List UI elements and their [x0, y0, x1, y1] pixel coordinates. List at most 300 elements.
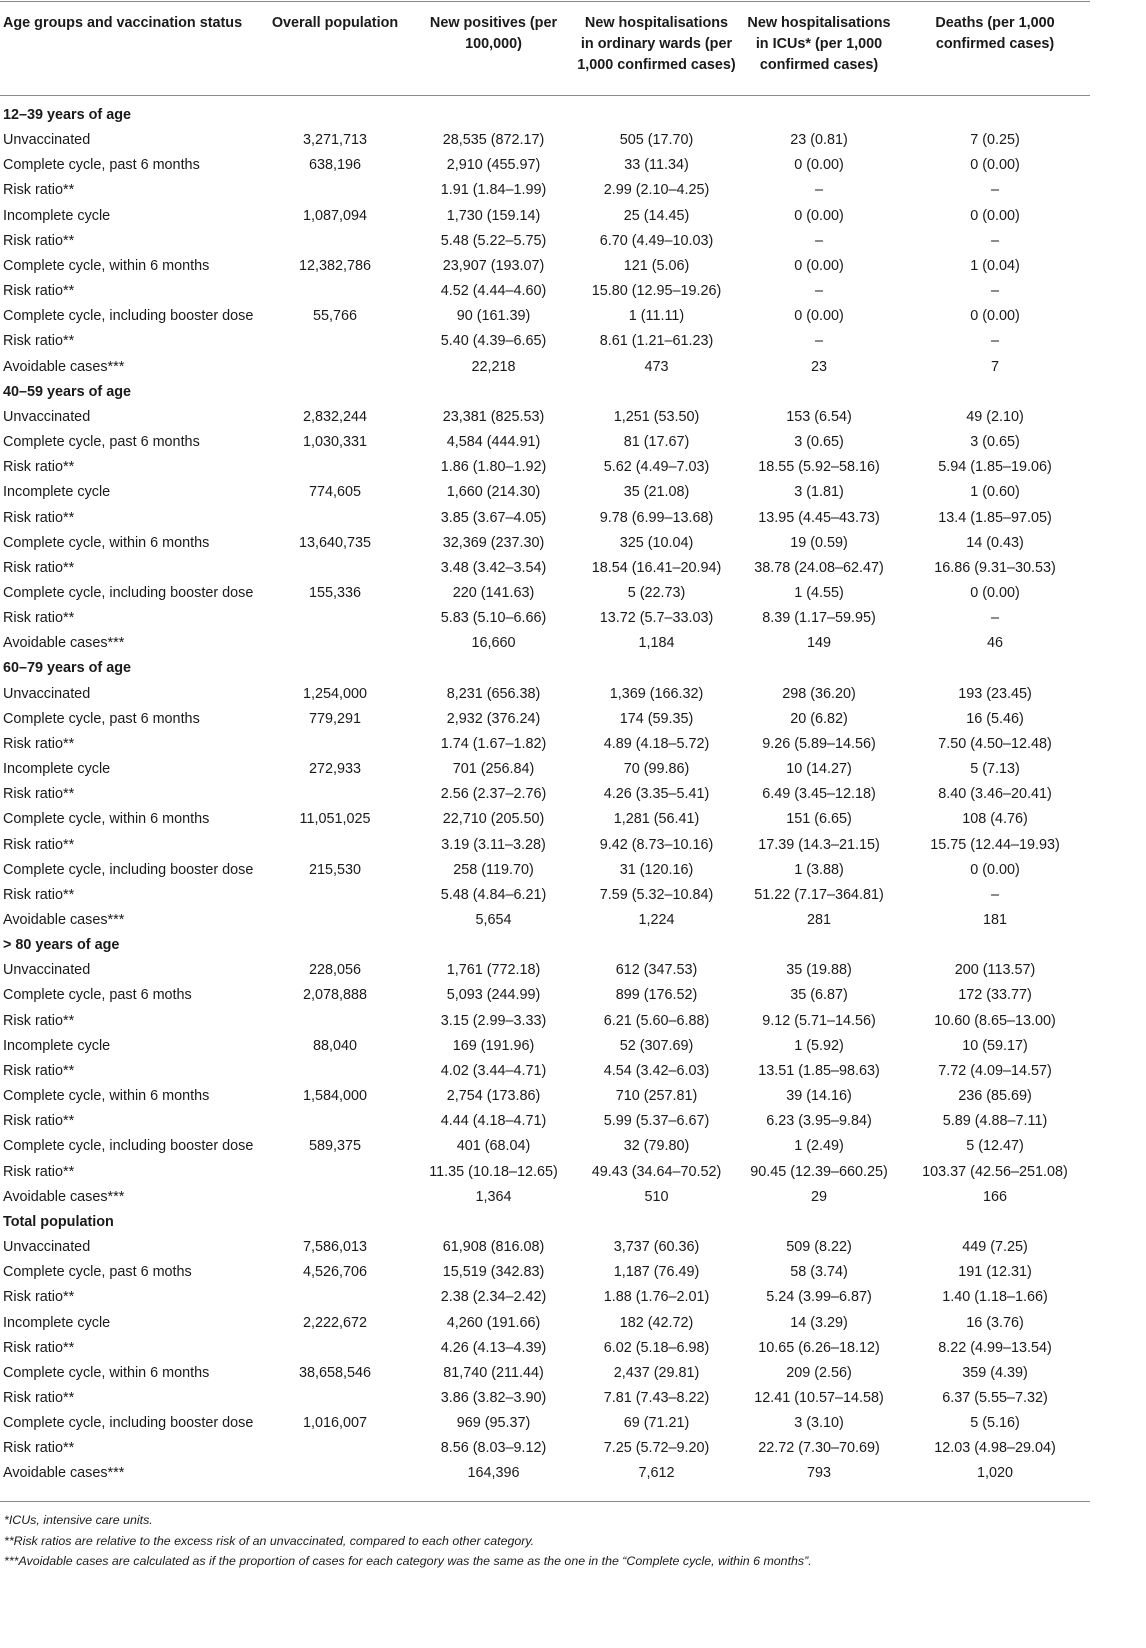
- table-row: [0, 581, 1090, 606]
- cell-deaths: 0 (0.00): [970, 861, 1020, 878]
- cell-status: Risk ratio**: [3, 610, 75, 627]
- cell-ordinary-wards: 8.61 (1.21–61.23): [599, 333, 714, 350]
- table-row: [0, 1386, 1090, 1411]
- table-row: [0, 757, 1090, 782]
- cell-status: Complete cycle, within 6 months: [3, 257, 210, 274]
- table-body: [0, 95, 1090, 1487]
- cell-deaths: 7.72 (4.09–14.57): [938, 1062, 1052, 1079]
- cell-status: Risk ratio**: [3, 735, 75, 752]
- cell-new-positives: 3.85 (3.67–4.05): [440, 509, 547, 526]
- cell-status: Unvaccinated: [3, 132, 91, 149]
- cell-icus: 3 (0.65): [794, 434, 844, 451]
- cell-deaths: 10.60 (8.65–13.00): [934, 1012, 1056, 1029]
- cell-ordinary-wards: 31 (120.16): [619, 861, 694, 878]
- cell-new-positives: 164,396: [467, 1465, 520, 1482]
- footnotes: [4, 1510, 1094, 1572]
- cell-new-positives: 4,260 (191.66): [446, 1314, 541, 1331]
- cell-icus: 0 (0.00): [794, 157, 844, 174]
- cell-icus: 3 (1.81): [794, 484, 844, 501]
- cell-icus: 6.49 (3.45–12.18): [762, 786, 876, 803]
- cell-new-positives: 169 (191.96): [452, 1037, 535, 1054]
- cell-deaths: 172 (33.77): [958, 987, 1032, 1004]
- cell-icus: 9.12 (5.71–14.56): [762, 1012, 876, 1029]
- cell-icus: 8.39 (1.17–59.95): [762, 610, 876, 627]
- cell-ordinary-wards: 6.70 (4.49–10.03): [599, 232, 714, 249]
- table-header: [0, 4, 1090, 95]
- cell-new-positives: 23,381 (825.53): [442, 408, 545, 425]
- cell-ordinary-wards: 7,612: [638, 1465, 675, 1482]
- cell-new-positives: 2,932 (376.24): [446, 710, 541, 727]
- table-row: [0, 958, 1090, 983]
- cell-overall-population: [258, 279, 412, 304]
- table-row: [0, 1235, 1090, 1260]
- cell-deaths: 0 (0.00): [970, 308, 1020, 325]
- cell-new-positives: 3.15 (2.99–3.33): [440, 1012, 547, 1029]
- cell-status: Complete cycle, including booster dose: [3, 1415, 254, 1432]
- cell-new-positives: 4,584 (444.91): [446, 434, 541, 451]
- cell-deaths: 8.22 (4.99–13.54): [938, 1339, 1052, 1356]
- header-ordinary-wards: New hospitalisations in ordinary wards (per 1,000 confirmed cases): [577, 15, 736, 73]
- cell-ordinary-wards: 9.78 (6.99–13.68): [599, 509, 714, 526]
- top-rule: [0, 1, 1090, 2]
- cell-status: Incomplete cycle: [3, 207, 111, 224]
- table-row: [0, 1185, 1090, 1210]
- cell-ordinary-wards: 69 (71.21): [623, 1415, 690, 1432]
- cell-overall-population: [258, 631, 412, 656]
- cell-new-positives: 1.86 (1.80–1.92): [440, 459, 547, 476]
- cell-deaths: 10 (59.17): [962, 1037, 1028, 1054]
- cell-icus: 22.72 (7.30–70.69): [758, 1440, 880, 1457]
- table-row: [0, 1160, 1090, 1185]
- cell-ordinary-wards: 612 (347.53): [615, 962, 698, 979]
- cell-new-positives: 61,908 (816.08): [442, 1239, 545, 1256]
- table-row: [0, 1034, 1090, 1059]
- table-row: [0, 556, 1090, 581]
- table-row: [0, 682, 1090, 707]
- cell-deaths: 166: [982, 1188, 1007, 1205]
- cell-overall-population: 2,832,244: [302, 408, 368, 425]
- table-row: [0, 732, 1090, 757]
- cell-icus: 9.26 (5.89–14.56): [762, 735, 876, 752]
- cell-new-positives: 8.56 (8.03–9.12): [440, 1440, 547, 1457]
- cell-ordinary-wards: 325 (10.04): [619, 534, 694, 551]
- cell-overall-population: 1,584,000: [302, 1088, 368, 1105]
- cell-deaths: 181: [982, 912, 1007, 928]
- cell-icus: 90.45 (12.39–660.25): [750, 1163, 888, 1180]
- cell-icus: 6.23 (3.95–9.84): [766, 1113, 872, 1130]
- cell-new-positives: 1,761 (772.18): [446, 962, 541, 979]
- cell-icus: 35 (6.87): [790, 987, 848, 1004]
- cell-new-positives: 5.83 (5.10–6.66): [440, 610, 547, 627]
- cell-status: Complete cycle, within 6 months: [3, 1088, 210, 1105]
- cell-deaths: 7: [990, 358, 999, 375]
- cell-overall-population: 1,016,007: [302, 1415, 368, 1432]
- cell-ordinary-wards: 81 (17.67): [623, 434, 690, 451]
- cell-status: Risk ratio**: [3, 1389, 75, 1406]
- cell-ordinary-wards: 1,251 (53.50): [613, 408, 700, 425]
- cell-status: Risk ratio**: [3, 1440, 75, 1457]
- cell-deaths: 108 (4.76): [962, 811, 1028, 828]
- table-row: [0, 480, 1090, 505]
- cell-status: Complete cycle, past 6 moths: [3, 987, 192, 1004]
- cell-icus: 5.24 (3.99–6.87): [766, 1289, 872, 1306]
- cell-ordinary-wards: 6.02 (5.18–6.98): [603, 1339, 710, 1356]
- table-row: [0, 983, 1090, 1008]
- cell-overall-population: 1,254,000: [302, 685, 368, 702]
- cell-overall-population: [258, 732, 412, 757]
- cell-icus: 3 (3.10): [794, 1415, 844, 1432]
- table-row: [0, 858, 1090, 883]
- cell-deaths: 0 (0.00): [970, 157, 1020, 174]
- cell-overall-population: [258, 1160, 412, 1185]
- footnote-icu: *ICUs, intensive care units.: [4, 1513, 153, 1527]
- cell-icus: 149: [806, 635, 831, 652]
- cell-overall-population: 2,078,888: [302, 987, 368, 1004]
- cell-deaths: 15.75 (12.44–19.93): [930, 836, 1060, 853]
- cell-ordinary-wards: 70 (99.86): [623, 761, 690, 778]
- cell-ordinary-wards: 7.25 (5.72–9.20): [603, 1440, 710, 1457]
- table-row: [0, 204, 1090, 229]
- cell-icus: –: [814, 283, 823, 300]
- table-row: [0, 707, 1090, 732]
- cell-deaths: 5 (7.13): [970, 761, 1020, 778]
- cell-ordinary-wards: 32 (79.80): [623, 1138, 690, 1155]
- cell-ordinary-wards: 5.62 (4.49–7.03): [603, 459, 710, 476]
- cell-new-positives: 1,730 (159.14): [446, 207, 541, 224]
- cell-status: Risk ratio**: [3, 1339, 75, 1356]
- cell-ordinary-wards: 1,184: [638, 635, 675, 652]
- cell-ordinary-wards: 4.26 (3.35–5.41): [603, 786, 710, 803]
- header-overall-population: Overall population: [271, 15, 399, 31]
- table-row: [0, 1436, 1090, 1461]
- cell-status: Avoidable cases***: [3, 1188, 125, 1205]
- section-title: 12–39 years of age: [3, 107, 132, 123]
- cell-status: Incomplete cycle: [3, 1314, 111, 1331]
- cell-ordinary-wards: 710 (257.81): [615, 1088, 698, 1105]
- cell-new-positives: 1,660 (214.30): [446, 484, 541, 501]
- cell-overall-population: 4,526,706: [302, 1264, 368, 1281]
- cell-overall-population: 272,933: [308, 761, 362, 778]
- cell-icus: 17.39 (14.3–21.15): [758, 836, 880, 853]
- cell-deaths: –: [990, 333, 999, 350]
- table-row: [0, 304, 1090, 329]
- cell-new-positives: 90 (161.39): [456, 308, 531, 325]
- table-row: [0, 178, 1090, 203]
- cell-overall-population: 638,196: [308, 157, 362, 174]
- cell-new-positives: 2.56 (2.37–2.76): [440, 786, 547, 803]
- table-row: [0, 1461, 1090, 1486]
- cell-ordinary-wards: 25 (14.45): [623, 207, 690, 224]
- table-row: [0, 329, 1090, 354]
- cell-new-positives: 3.48 (3.42–3.54): [440, 559, 547, 576]
- cell-status: Avoidable cases***: [3, 1465, 125, 1482]
- cell-overall-population: [258, 883, 412, 908]
- cell-deaths: 13.4 (1.85–97.05): [938, 509, 1052, 526]
- table-row: [0, 1134, 1090, 1159]
- cell-status: Risk ratio**: [3, 232, 75, 249]
- bottom-rule: [0, 1501, 1090, 1502]
- cell-status: Risk ratio**: [3, 333, 75, 350]
- spacer-row: [0, 95, 1090, 103]
- cell-status: Unvaccinated: [3, 685, 91, 702]
- cell-status: Risk ratio**: [3, 459, 75, 476]
- cell-ordinary-wards: 2.99 (2.10–4.25): [603, 182, 710, 199]
- cell-status: Incomplete cycle: [3, 484, 111, 501]
- cell-icus: 0 (0.00): [794, 308, 844, 325]
- section-header-row: [0, 933, 1090, 958]
- cell-overall-population: 11,051,025: [299, 811, 371, 828]
- cell-new-positives: 1.91 (1.84–1.99): [440, 182, 547, 199]
- cell-ordinary-wards: 6.21 (5.60–6.88): [603, 1012, 710, 1029]
- cell-icus: 10 (14.27): [786, 761, 852, 778]
- cell-deaths: 5 (5.16): [970, 1415, 1020, 1432]
- cell-icus: 151 (6.65): [786, 811, 852, 828]
- cell-deaths: 1 (0.04): [970, 257, 1020, 274]
- cell-icus: 18.55 (5.92–58.16): [758, 459, 880, 476]
- cell-ordinary-wards: 1,187 (76.49): [613, 1264, 700, 1281]
- cell-deaths: 16 (3.76): [966, 1314, 1024, 1331]
- cell-ordinary-wards: 121 (5.06): [623, 257, 690, 274]
- cell-new-positives: 22,218: [471, 358, 516, 375]
- cell-new-positives: 2,910 (455.97): [446, 157, 541, 174]
- cell-overall-population: 2,222,672: [302, 1314, 368, 1331]
- section-header-row: [0, 656, 1090, 681]
- table-row: [0, 355, 1090, 380]
- cell-status: Complete cycle, past 6 months: [3, 157, 200, 174]
- cell-new-positives: 3.86 (3.82–3.90): [440, 1389, 547, 1406]
- cell-status: Risk ratio**: [3, 509, 75, 526]
- cell-status: Complete cycle, including booster dose: [3, 584, 254, 601]
- cell-icus: 0 (0.00): [794, 257, 844, 274]
- cell-overall-population: 589,375: [308, 1138, 362, 1155]
- cell-deaths: 359 (4.39): [962, 1364, 1028, 1381]
- cell-deaths: 1.40 (1.18–1.66): [942, 1289, 1048, 1306]
- cell-new-positives: 81,740 (211.44): [443, 1364, 544, 1381]
- cell-ordinary-wards: 52 (307.69): [619, 1037, 694, 1054]
- table-row: [0, 1285, 1090, 1310]
- cell-deaths: 3 (0.65): [970, 434, 1020, 451]
- cell-overall-population: [258, 1009, 412, 1034]
- table-row: [0, 1059, 1090, 1084]
- cell-deaths: 16.86 (9.31–30.53): [934, 559, 1056, 576]
- cell-icus: 1 (2.49): [794, 1138, 844, 1155]
- cell-status: Risk ratio**: [3, 1289, 75, 1306]
- table-row: [0, 1009, 1090, 1034]
- table-row: [0, 506, 1090, 531]
- cell-status: Unvaccinated: [3, 1239, 91, 1256]
- cell-status: Risk ratio**: [3, 886, 75, 903]
- footnote-risk-ratio: **Risk ratios are relative to the excess risk of an unvaccinated, compared to each other category.: [4, 1533, 535, 1548]
- cell-overall-population: 12,382,786: [298, 257, 372, 274]
- cell-deaths: 191 (12.31): [958, 1264, 1032, 1281]
- cell-ordinary-wards: 2,437 (29.81): [613, 1364, 700, 1381]
- cell-overall-population: 774,605: [308, 484, 362, 501]
- cell-deaths: 8.40 (3.46–20.41): [938, 786, 1052, 803]
- cell-status: Complete cycle, including booster dose: [3, 308, 254, 325]
- cell-deaths: 103.37 (42.56–251.08): [922, 1163, 1068, 1180]
- cell-ordinary-wards: 505 (17.70): [619, 132, 694, 149]
- cell-ordinary-wards: 510: [644, 1188, 669, 1205]
- cell-deaths: 193 (23.45): [958, 685, 1032, 702]
- cell-status: Complete cycle, past 6 months: [3, 434, 200, 451]
- cell-ordinary-wards: 13.72 (5.7–33.03): [599, 610, 714, 627]
- cell-deaths: 0 (0.00): [970, 584, 1020, 601]
- cell-status: Incomplete cycle: [3, 1037, 111, 1054]
- cell-ordinary-wards: 182 (42.72): [619, 1314, 694, 1331]
- cell-new-positives: 3.19 (3.11–3.28): [441, 836, 546, 853]
- cell-ordinary-wards: 7.81 (7.43–8.22): [603, 1389, 710, 1406]
- cell-new-positives: 5.48 (5.22–5.75): [440, 232, 547, 249]
- cell-ordinary-wards: 899 (176.52): [615, 987, 698, 1004]
- cell-deaths: 5 (12.47): [966, 1138, 1024, 1155]
- cell-deaths: 7.50 (4.50–12.48): [938, 735, 1052, 752]
- cell-icus: –: [814, 182, 823, 199]
- cell-status: Avoidable cases***: [3, 358, 125, 375]
- cell-new-positives: 1,364: [475, 1188, 512, 1205]
- cell-overall-population: 1,087,094: [302, 207, 368, 224]
- cell-ordinary-wards: 1 (11.11): [628, 308, 685, 325]
- cell-status: Complete cycle, including booster dose: [3, 861, 254, 878]
- table-row: [0, 833, 1090, 858]
- cell-deaths: 1,020: [976, 1465, 1013, 1482]
- cell-status: Unvaccinated: [3, 962, 91, 979]
- vaccination-outcomes-table: [0, 4, 1090, 1487]
- cell-deaths: –: [990, 886, 999, 903]
- cell-new-positives: 4.26 (4.13–4.39): [440, 1339, 547, 1356]
- cell-icus: 793: [806, 1465, 831, 1482]
- cell-ordinary-wards: 18.54 (16.41–20.94): [591, 559, 722, 576]
- cell-new-positives: 401 (68.04): [456, 1138, 531, 1155]
- cell-icus: –: [814, 333, 823, 350]
- cell-deaths: 46: [986, 635, 1003, 652]
- cell-status: Complete cycle, past 6 months: [3, 710, 200, 727]
- cell-deaths: 6.37 (5.55–7.32): [942, 1389, 1048, 1406]
- cell-new-positives: 16,660: [471, 635, 516, 652]
- cell-new-positives: 15,519 (342.83): [442, 1264, 545, 1281]
- cell-status: Complete cycle, within 6 months: [3, 1364, 210, 1381]
- header-row: [0, 4, 1090, 95]
- cell-overall-population: [258, 1185, 412, 1210]
- cell-deaths: 12.03 (4.98–29.04): [934, 1440, 1056, 1457]
- cell-deaths: 1 (0.60): [970, 484, 1020, 501]
- cell-icus: 10.65 (6.26–18.12): [758, 1339, 880, 1356]
- cell-status: Risk ratio**: [3, 786, 75, 803]
- cell-icus: 1 (4.55): [794, 584, 844, 601]
- cell-icus: 14 (3.29): [790, 1314, 848, 1331]
- cell-icus: 1 (3.88): [794, 861, 844, 878]
- cell-overall-population: [258, 1109, 412, 1134]
- table-row: [0, 279, 1090, 304]
- cell-overall-population: 13,640,735: [298, 534, 372, 551]
- cell-status: Avoidable cases***: [3, 635, 125, 652]
- table-row: [0, 631, 1090, 656]
- cell-status: Risk ratio**: [3, 1062, 75, 1079]
- cell-deaths: –: [990, 232, 999, 249]
- cell-overall-population: 3,271,713: [302, 132, 368, 149]
- header-icus: New hospitalisations in ICUs* (per 1,000 confirmed cases): [747, 15, 891, 73]
- cell-new-positives: 22,710 (205.50): [442, 811, 545, 828]
- cell-icus: 509 (8.22): [786, 1239, 852, 1256]
- table-row: [0, 1361, 1090, 1386]
- cell-overall-population: 215,530: [308, 861, 362, 878]
- table-row: [0, 430, 1090, 455]
- table-row: [0, 1109, 1090, 1134]
- cell-new-positives: 28,535 (872.17): [442, 132, 545, 149]
- cell-overall-population: 155,336: [308, 584, 362, 601]
- section-title: Total population: [3, 1213, 114, 1230]
- cell-icus: 12.41 (10.57–14.58): [754, 1389, 884, 1406]
- table-row: [0, 1411, 1090, 1436]
- cell-icus: 1 (5.92): [794, 1037, 844, 1054]
- cell-status: Incomplete cycle: [3, 761, 111, 778]
- cell-deaths: 236 (85.69): [958, 1088, 1032, 1105]
- cell-deaths: 5.94 (1.85–19.06): [938, 459, 1052, 476]
- cell-overall-population: 88,040: [312, 1037, 357, 1054]
- cell-status: Complete cycle, within 6 months: [3, 534, 210, 551]
- cell-icus: –: [814, 232, 823, 249]
- cell-deaths: 200 (113.57): [954, 962, 1036, 979]
- cell-overall-population: [258, 1386, 412, 1411]
- cell-ordinary-wards: 15.80 (12.95–19.26): [591, 283, 722, 300]
- cell-overall-population: [258, 833, 412, 858]
- header-new-positives: New positives (per 100,000): [429, 15, 558, 52]
- cell-status: Risk ratio**: [3, 559, 75, 576]
- cell-overall-population: [258, 1285, 412, 1310]
- cell-status: Risk ratio**: [3, 1113, 75, 1130]
- cell-deaths: –: [990, 283, 999, 300]
- cell-status: Unvaccinated: [3, 408, 91, 425]
- cell-new-positives: 5.40 (4.39–6.65): [440, 333, 547, 350]
- cell-ordinary-wards: 1,281 (56.41): [613, 811, 700, 828]
- cell-icus: 153 (6.54): [786, 408, 852, 425]
- cell-ordinary-wards: 3,737 (60.36): [613, 1239, 700, 1256]
- table-row: [0, 883, 1090, 908]
- cell-overall-population: [258, 1461, 412, 1486]
- section-header-row: [0, 380, 1090, 405]
- table-row: [0, 153, 1090, 178]
- cell-status: Avoidable cases***: [3, 912, 125, 928]
- cell-overall-population: 228,056: [308, 962, 362, 979]
- cell-ordinary-wards: 174 (59.35): [619, 710, 694, 727]
- cell-overall-population: 779,291: [308, 710, 362, 727]
- cell-icus: 298 (36.20): [782, 685, 856, 702]
- cell-icus: 58 (3.74): [790, 1264, 848, 1281]
- cell-overall-population: [258, 1059, 412, 1084]
- cell-new-positives: 4.02 (3.44–4.71): [440, 1062, 547, 1079]
- table-row: [0, 1336, 1090, 1361]
- cell-icus: 20 (6.82): [790, 710, 848, 727]
- cell-status: Complete cycle, past 6 moths: [3, 1264, 192, 1281]
- cell-new-positives: 4.44 (4.18–4.71): [440, 1113, 547, 1130]
- section-title: 40–59 years of age: [3, 383, 132, 400]
- cell-icus: 13.51 (1.85–98.63): [758, 1062, 880, 1079]
- cell-icus: 13.95 (4.45–43.73): [758, 509, 880, 526]
- cell-overall-population: [258, 329, 412, 354]
- footnote-avoidable-cases: ***Avoidable cases are calculated as if the proportion of cases for each category was the same as the one in the “Complete cycle, within 6 months”.: [4, 1554, 812, 1568]
- cell-ordinary-wards: 4.89 (4.18–5.72): [603, 735, 710, 752]
- cell-new-positives: 23,907 (193.07): [442, 257, 545, 274]
- cell-new-positives: 8,231 (656.38): [446, 685, 541, 702]
- cell-ordinary-wards: 1.88 (1.76–2.01): [603, 1289, 710, 1306]
- cell-status: Complete cycle, within 6 months: [3, 811, 210, 828]
- cell-overall-population: 1,030,331: [302, 434, 368, 451]
- cell-deaths: –: [990, 610, 999, 627]
- cell-status: Risk ratio**: [3, 836, 75, 853]
- cell-overall-population: [258, 1436, 412, 1461]
- cell-new-positives: 5.48 (4.84–6.21): [440, 886, 547, 903]
- cell-overall-population: 7,586,013: [302, 1239, 368, 1256]
- table-row: [0, 1311, 1090, 1336]
